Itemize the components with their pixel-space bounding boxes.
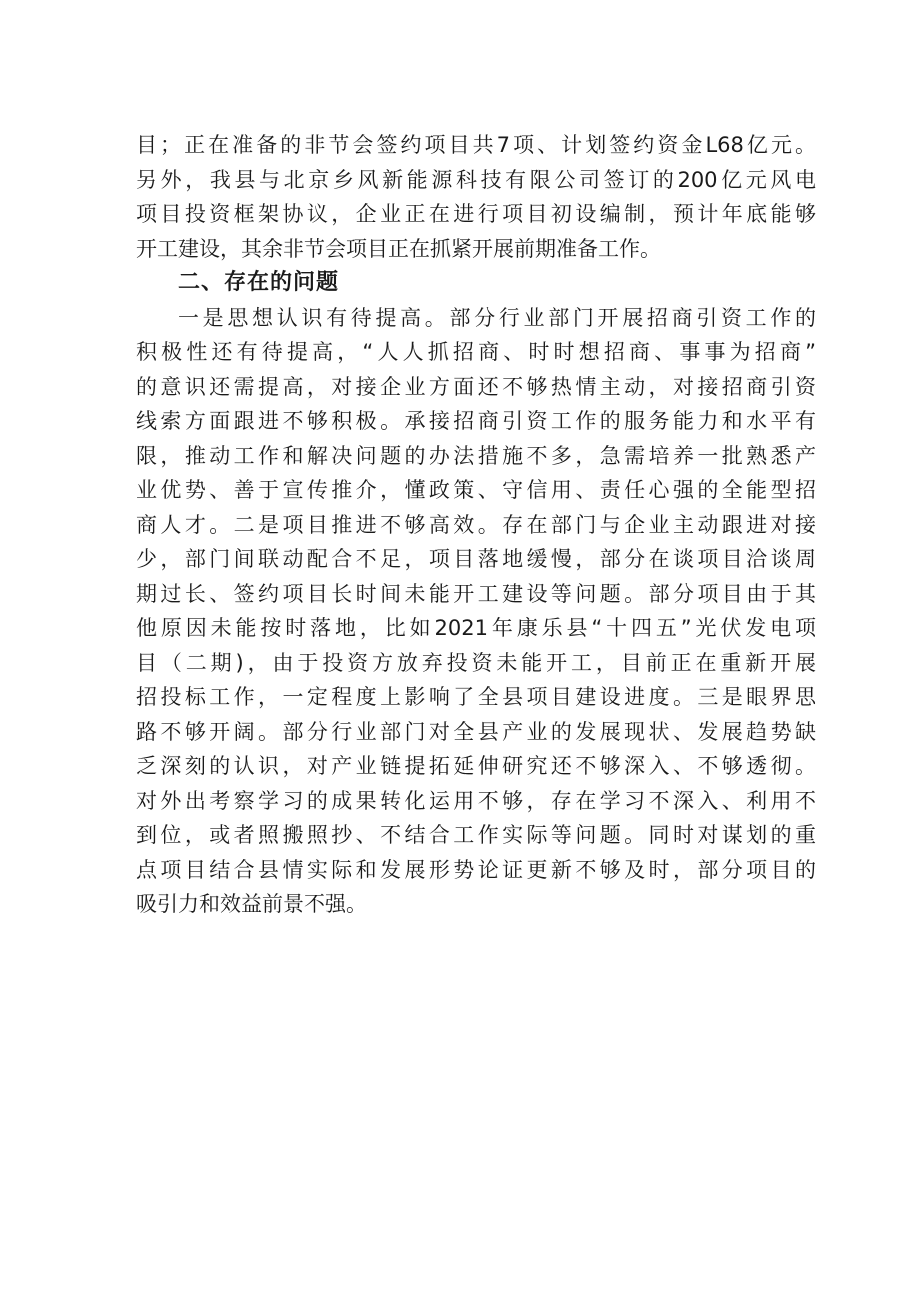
paragraph-line: 对外出考察学习的成果转化运用不够，存在学习不深入、利用不 xyxy=(136,788,816,813)
paragraph-line: 他原因未能按时落地，比如2021年康乐县“十四五”光伏发电项 xyxy=(136,616,816,640)
paragraph-line: 吸引力和效益前景不强。 xyxy=(136,892,367,916)
paragraph-line: 开工建设，其余非节会项目正在抓紧开展前期准备工作。 xyxy=(136,236,661,261)
paragraph-line: 少，部门间联动配合不足，项目落地缓慢，部分在谈项目洽谈周 xyxy=(136,547,816,571)
paragraph-line: 目；正在准备的非节会签约项目共7项、计划签约资金L68亿元。 xyxy=(136,133,816,157)
paragraph-line: 业优势、善于宣传推介，懂政策、守信用、责任心强的全能型招 xyxy=(136,478,816,502)
paragraph-line: 的意识还需提高，对接企业方面还不够热情主动，对接招商引资 xyxy=(136,374,816,399)
paragraph-line: 目（二期)，由于投资方放弃投资未能开工，目前正在重新开展 xyxy=(136,650,816,675)
paragraph-line: 商人才。二是项目推进不够高效。存在部门与企业主动跟进对接 xyxy=(136,512,816,537)
paragraph-line: 另外，我县与北京乡风新能源科技有限公司签订的200亿元风电 xyxy=(136,167,816,192)
paragraph-line: 线索方面跟进不够积极。承接招商引资工作的服务能力和水平有 xyxy=(136,409,816,433)
paragraph-line: 积极性还有待提高，“人人抓招商、时时想招商、事事为招商” xyxy=(136,340,816,364)
paragraph-line: 限，推动工作和解决问题的办法措施不多，急需培养一批熟悉产 xyxy=(136,443,816,468)
paragraph-line: 招投标工作，一定程度上影响了全县项目建设进度。三是眼界思 xyxy=(136,685,816,709)
paragraph-line: 到位，或者照搬照抄、不结合工作实际等问题。同时对谋划的重 xyxy=(136,823,816,847)
document-body xyxy=(136,128,816,922)
paragraph-line: 乏深刻的认识，对产业链提拓延伸研究还不够深入、不够透彻。 xyxy=(136,754,816,778)
section-heading: 二、存在的问题 xyxy=(178,270,340,295)
paragraph-line: 路不够开阔。部分行业部门对全县产业的发展现状、发展趋势缺 xyxy=(136,719,816,744)
paragraph-line: 点项目结合县情实际和发展形势论证更新不够及时，部分项目的 xyxy=(136,857,816,882)
paragraph-line: 期过长、签约项目长时间未能开工建设等问题。部分项目由于其 xyxy=(136,581,816,606)
paragraph-line: 一是思想认识有待提高。部分行业部门开展招商引资工作的 xyxy=(178,305,816,330)
paragraph-line: 项目投资框架协议，企业正在进行项目初设编制，预计年底能够 xyxy=(136,202,816,226)
